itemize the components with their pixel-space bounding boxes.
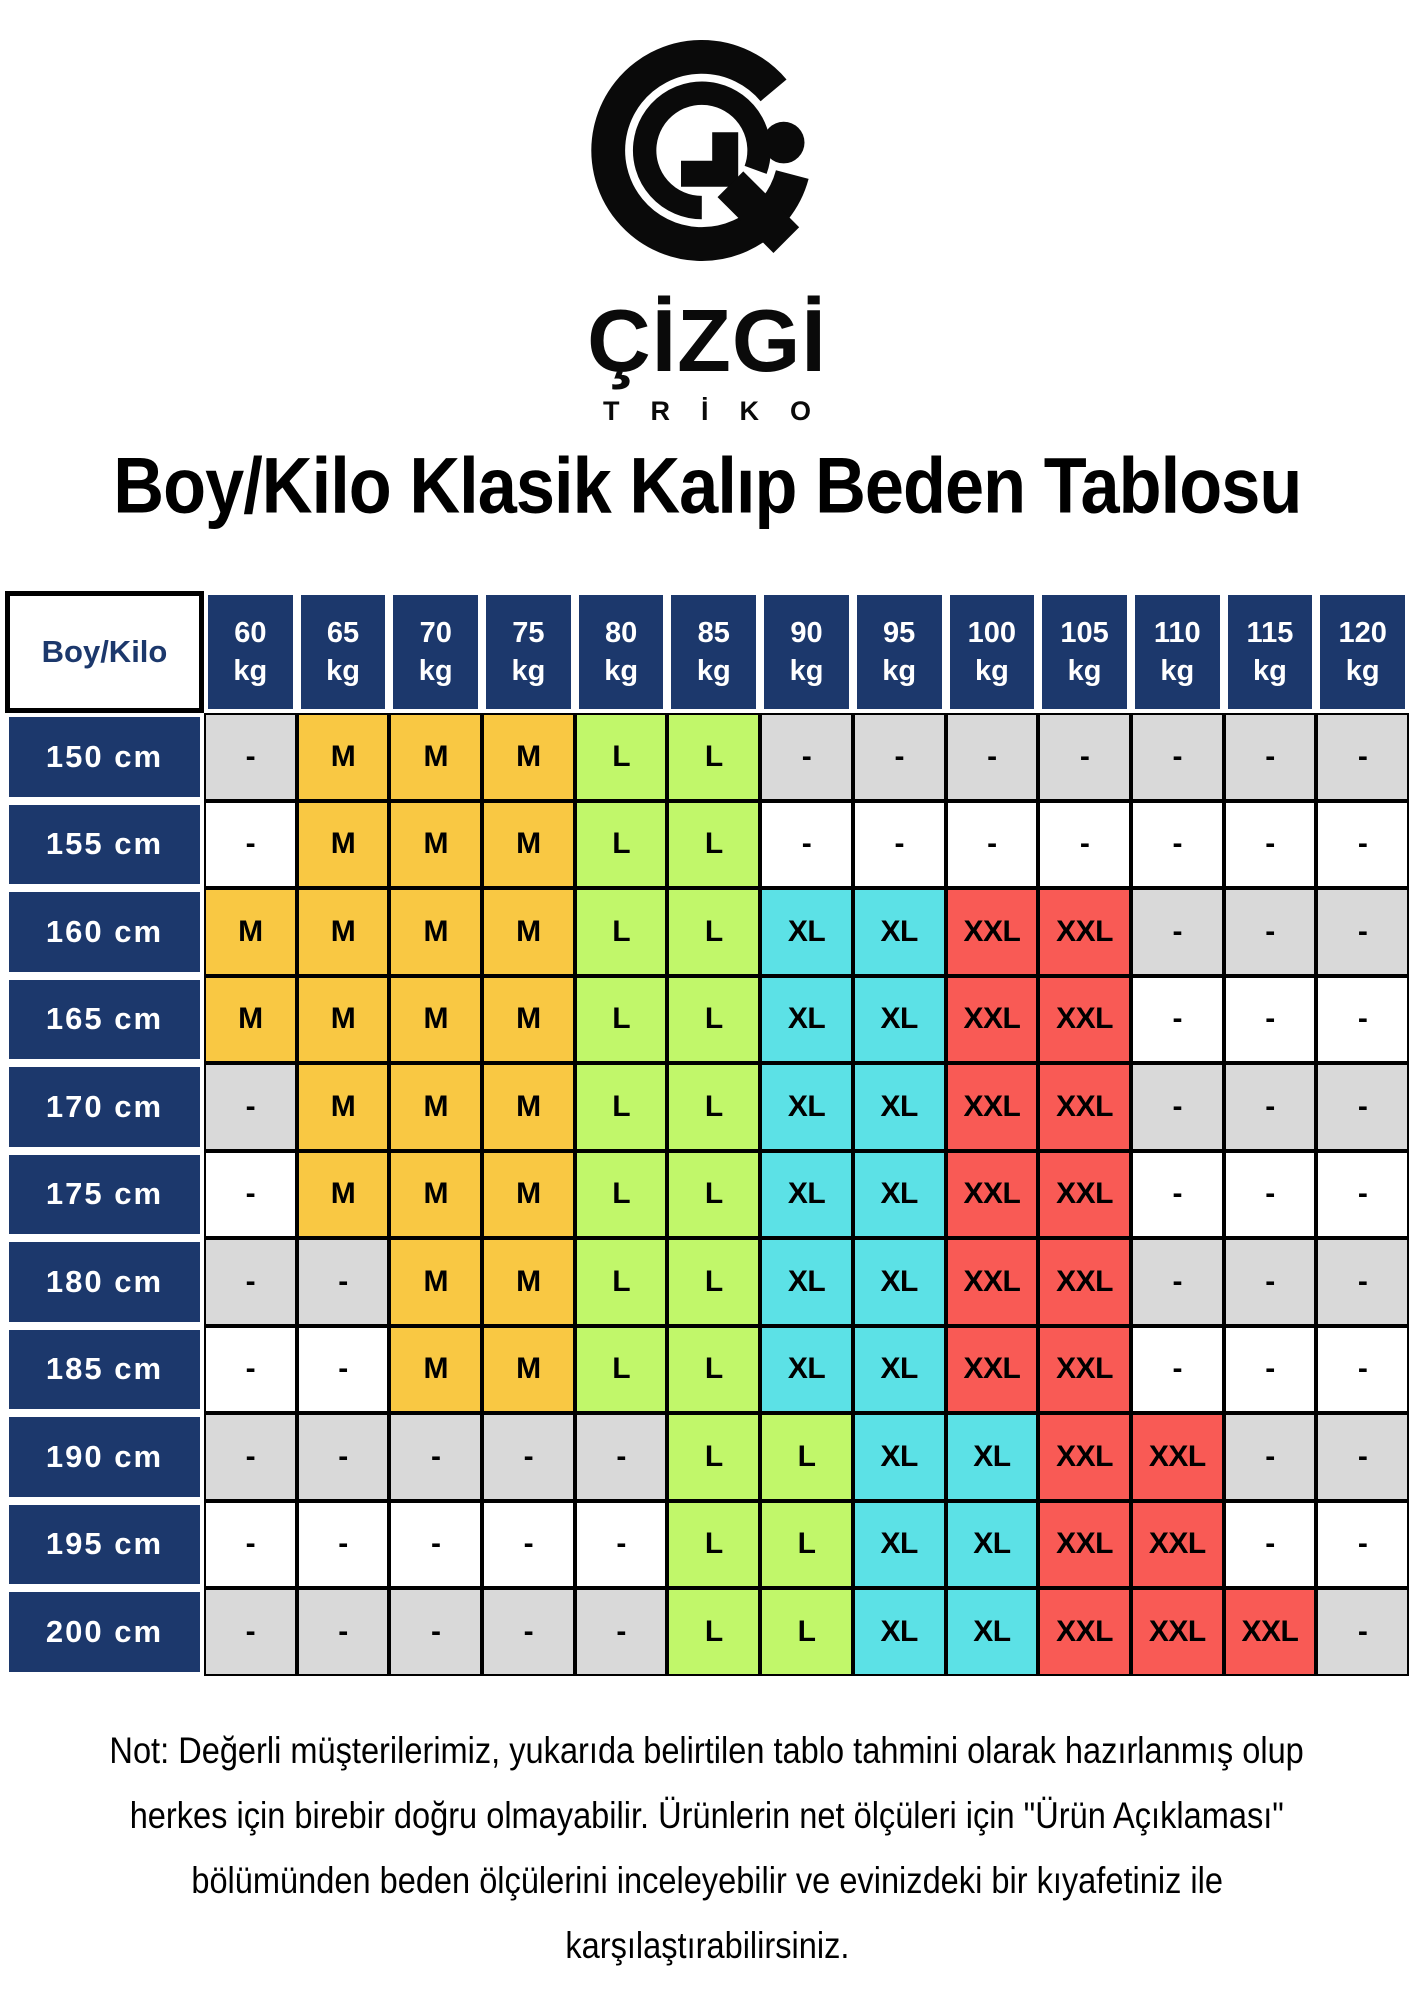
- size-cell: -: [297, 1588, 390, 1676]
- weight-header-cell: 100 kg: [946, 591, 1039, 713]
- height-label-cell: 165 cm: [5, 976, 204, 1064]
- size-cell: XL: [760, 1151, 853, 1239]
- size-cell: M: [482, 1326, 575, 1414]
- size-cell: XXL: [946, 1238, 1039, 1326]
- size-cell: M: [389, 801, 482, 889]
- size-cell: L: [667, 1063, 760, 1151]
- size-cell: L: [667, 801, 760, 889]
- size-cell: XXL: [1131, 1501, 1224, 1589]
- size-cell: XL: [853, 1501, 946, 1589]
- size-cell: XL: [853, 1326, 946, 1414]
- size-cell: XXL: [946, 976, 1039, 1064]
- size-cell: -: [482, 1413, 575, 1501]
- size-cell: XXL: [1038, 888, 1131, 976]
- size-cell: L: [575, 888, 668, 976]
- size-cell: -: [1316, 888, 1409, 976]
- page-title: Boy/Kilo Klasik Kalıp Beden Tablosu: [112, 441, 1302, 530]
- size-cell: -: [853, 713, 946, 801]
- size-cell: -: [204, 1151, 297, 1239]
- size-cell: XL: [853, 1063, 946, 1151]
- size-cell: -: [204, 1588, 297, 1676]
- size-cell: -: [297, 1413, 390, 1501]
- size-cell: L: [667, 1151, 760, 1239]
- size-cell: XXL: [946, 1063, 1039, 1151]
- note-line: Not: Değerli müşterilerimiz, yukarıda belirtilen tablo tahmini olarak hazırlanmış olup: [109, 1729, 1305, 1771]
- note-line: karşılaştırabilirsiniz.: [564, 1924, 850, 1966]
- size-cell: -: [1131, 1326, 1224, 1414]
- size-cell: XL: [760, 888, 853, 976]
- size-cell: -: [1316, 1588, 1409, 1676]
- size-cell: M: [389, 1151, 482, 1239]
- size-cell: -: [1316, 1063, 1409, 1151]
- size-cell: M: [389, 1326, 482, 1414]
- weight-header-cell: 90 kg: [760, 591, 853, 713]
- height-label-cell: 175 cm: [5, 1151, 204, 1239]
- brand-subtitle: TRİKO: [603, 396, 842, 426]
- brand-header: [0, 36, 1414, 427]
- size-cell: -: [482, 1501, 575, 1589]
- size-cell: L: [667, 1413, 760, 1501]
- size-cell: M: [482, 713, 575, 801]
- size-cell: L: [575, 801, 668, 889]
- weight-header-cell: 105 kg: [1038, 591, 1131, 713]
- size-cell: -: [204, 1063, 297, 1151]
- size-cell: M: [482, 1238, 575, 1326]
- height-label-cell: 160 cm: [5, 888, 204, 976]
- size-cell: XXL: [1038, 1326, 1131, 1414]
- size-cell: -: [1224, 1151, 1317, 1239]
- cizgi-monogram-icon: [576, 36, 838, 296]
- size-cell: -: [853, 801, 946, 889]
- size-cell: -: [1131, 888, 1224, 976]
- size-cell: -: [1316, 1413, 1409, 1501]
- size-cell: -: [1131, 1238, 1224, 1326]
- size-cell: XXL: [1038, 1063, 1131, 1151]
- size-cell: M: [389, 888, 482, 976]
- size-cell: L: [760, 1588, 853, 1676]
- size-cell: -: [1224, 1501, 1317, 1589]
- height-label-cell: 190 cm: [5, 1413, 204, 1501]
- size-cell: -: [297, 1501, 390, 1589]
- size-cell: -: [1316, 1151, 1409, 1239]
- weight-header-cell: 85 kg: [667, 591, 760, 713]
- size-cell: -: [297, 1238, 390, 1326]
- size-cell: XXL: [1038, 976, 1131, 1064]
- size-cell: -: [1131, 1063, 1224, 1151]
- size-cell: M: [482, 888, 575, 976]
- size-cell: L: [667, 888, 760, 976]
- size-cell: -: [1038, 713, 1131, 801]
- size-cell: M: [297, 801, 390, 889]
- size-cell: XL: [760, 976, 853, 1064]
- size-cell: L: [760, 1413, 853, 1501]
- height-label-cell: 200 cm: [5, 1588, 204, 1676]
- size-cell: XL: [760, 1063, 853, 1151]
- weight-header-cell: 75 kg: [482, 591, 575, 713]
- size-cell: -: [946, 801, 1039, 889]
- size-cell: XL: [760, 1238, 853, 1326]
- size-cell: XL: [946, 1588, 1039, 1676]
- size-cell: XL: [853, 1238, 946, 1326]
- size-cell: -: [1224, 713, 1317, 801]
- size-cell: L: [667, 713, 760, 801]
- size-cell: -: [1316, 1238, 1409, 1326]
- size-cell: XL: [760, 1326, 853, 1414]
- size-cell: L: [667, 1238, 760, 1326]
- size-cell: M: [389, 976, 482, 1064]
- size-cell: XL: [946, 1501, 1039, 1589]
- size-cell: XXL: [1038, 1151, 1131, 1239]
- size-cell: -: [1316, 976, 1409, 1064]
- size-cell: -: [204, 1238, 297, 1326]
- size-cell: -: [389, 1413, 482, 1501]
- size-cell: M: [297, 713, 390, 801]
- size-cell: -: [1224, 1063, 1317, 1151]
- size-cell: M: [204, 976, 297, 1064]
- size-cell: XL: [853, 1151, 946, 1239]
- size-cell: -: [204, 713, 297, 801]
- weight-header-cell: 120 kg: [1316, 591, 1409, 713]
- size-cell: -: [204, 1326, 297, 1414]
- size-cell: XL: [946, 1413, 1039, 1501]
- size-cell: XL: [853, 1588, 946, 1676]
- size-cell: -: [1131, 1151, 1224, 1239]
- note-line: bölümünden beden ölçülerini inceleyebilir ve evinizdeki bir kıyafetiniz ile: [191, 1859, 1223, 1901]
- size-cell: XXL: [1131, 1588, 1224, 1676]
- size-cell: -: [1224, 1413, 1317, 1501]
- size-cell: L: [760, 1501, 853, 1589]
- size-cell: M: [389, 713, 482, 801]
- size-cell: -: [1316, 713, 1409, 801]
- size-cell: XL: [853, 976, 946, 1064]
- size-cell: XXL: [1224, 1588, 1317, 1676]
- size-cell: -: [204, 801, 297, 889]
- size-cell: -: [575, 1413, 668, 1501]
- size-cell: L: [575, 1326, 668, 1414]
- size-cell: -: [297, 1326, 390, 1414]
- size-cell: -: [1224, 1238, 1317, 1326]
- height-label-cell: 170 cm: [5, 1063, 204, 1151]
- size-cell: M: [482, 1063, 575, 1151]
- size-cell: -: [1224, 888, 1317, 976]
- weight-header-cell: 110 kg: [1131, 591, 1224, 713]
- size-cell: -: [1131, 713, 1224, 801]
- size-cell: -: [1316, 801, 1409, 889]
- brand-name: ÇİZGİ: [587, 291, 827, 390]
- size-cell: M: [482, 1151, 575, 1239]
- size-cell: XXL: [1131, 1413, 1224, 1501]
- size-cell: XXL: [946, 1151, 1039, 1239]
- weight-header-cell: 95 kg: [853, 591, 946, 713]
- weight-header-cell: 70 kg: [389, 591, 482, 713]
- size-table: [5, 591, 1409, 1676]
- size-cell: -: [1131, 801, 1224, 889]
- size-cell: -: [1224, 976, 1317, 1064]
- size-cell: -: [204, 1501, 297, 1589]
- size-cell: -: [575, 1501, 668, 1589]
- size-cell: -: [760, 713, 853, 801]
- size-cell: XL: [853, 888, 946, 976]
- height-label-cell: 180 cm: [5, 1238, 204, 1326]
- weight-header-cell: 80 kg: [575, 591, 668, 713]
- size-cell: -: [204, 1413, 297, 1501]
- size-cell: L: [575, 976, 668, 1064]
- size-cell: XXL: [946, 1326, 1039, 1414]
- disclaimer-note: [0, 1722, 1414, 1982]
- size-cell: M: [482, 976, 575, 1064]
- size-cell: -: [482, 1588, 575, 1676]
- size-cell: -: [1316, 1326, 1409, 1414]
- size-cell: -: [760, 801, 853, 889]
- size-cell: -: [1131, 976, 1224, 1064]
- size-cell: M: [297, 1151, 390, 1239]
- weight-header-cell: 115 kg: [1224, 591, 1317, 713]
- size-cell: -: [575, 1588, 668, 1676]
- table-corner-label: Boy/Kilo: [5, 591, 204, 713]
- size-cell: -: [1038, 801, 1131, 889]
- size-cell: -: [389, 1588, 482, 1676]
- size-cell: L: [667, 976, 760, 1064]
- height-label-cell: 155 cm: [5, 801, 204, 889]
- weight-header-cell: 60 kg: [204, 591, 297, 713]
- size-cell: L: [575, 1151, 668, 1239]
- size-cell: M: [389, 1238, 482, 1326]
- size-cell: M: [297, 888, 390, 976]
- size-cell: L: [667, 1588, 760, 1676]
- height-label-cell: 185 cm: [5, 1326, 204, 1414]
- weight-header-cell: 65 kg: [297, 591, 390, 713]
- size-cell: L: [575, 713, 668, 801]
- height-label-cell: 195 cm: [5, 1501, 204, 1589]
- note-line: herkes için birebir doğru olmayabilir. Ürünlerin net ölçüleri için "Ürün Açıklaması": [129, 1794, 1285, 1836]
- size-cell: L: [575, 1063, 668, 1151]
- size-cell: M: [482, 801, 575, 889]
- height-label-cell: 150 cm: [5, 713, 204, 801]
- size-cell: M: [297, 1063, 390, 1151]
- size-cell: -: [389, 1501, 482, 1589]
- size-cell: L: [575, 1238, 668, 1326]
- size-cell: M: [204, 888, 297, 976]
- size-cell: XXL: [1038, 1413, 1131, 1501]
- size-cell: XXL: [1038, 1588, 1131, 1676]
- size-cell: -: [1224, 801, 1317, 889]
- size-cell: XXL: [1038, 1238, 1131, 1326]
- size-cell: -: [1316, 1501, 1409, 1589]
- size-cell: XXL: [1038, 1501, 1131, 1589]
- size-cell: L: [667, 1326, 760, 1414]
- size-cell: M: [389, 1063, 482, 1151]
- size-cell: XL: [853, 1413, 946, 1501]
- size-cell: -: [946, 713, 1039, 801]
- size-cell: L: [667, 1501, 760, 1589]
- size-cell: -: [1224, 1326, 1317, 1414]
- size-cell: XXL: [946, 888, 1039, 976]
- size-cell: M: [297, 976, 390, 1064]
